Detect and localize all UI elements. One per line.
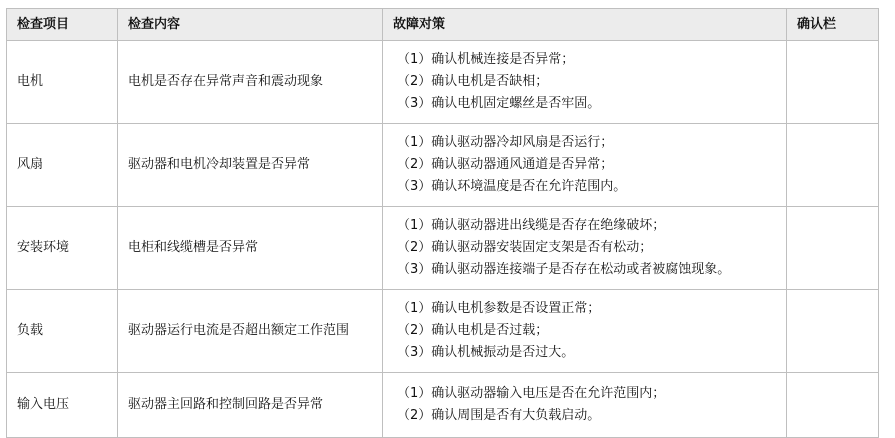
header-fault-countermeasure: 故障对策 (383, 9, 787, 41)
countermeasure-cell (383, 124, 787, 207)
check-item-cell: 安装环境 (7, 207, 118, 290)
countermeasure-step: （2）确认驱动器通风通道是否异常； (397, 157, 614, 172)
countermeasure-step: （1）确认驱动器冷却风扇是否运行； (397, 135, 614, 150)
check-content-cell: 驱动器运行电流是否超出额定工作范围 (118, 290, 383, 373)
countermeasure-step: （2）确认电机是否缺相； (397, 74, 549, 89)
countermeasure-step: （1）确认驱动器进出线缆是否存在绝缘破坏； (397, 218, 666, 233)
header-check-item: 检查项目 (7, 9, 118, 41)
check-item-cell: 电机 (7, 41, 118, 124)
table-row (7, 41, 879, 124)
countermeasure-step: （1）确认驱动器输入电压是否在允许范围内； (397, 386, 666, 401)
countermeasure-step: （3）确认环境温度是否在允许范围内。 (397, 179, 627, 194)
confirm-cell[interactable] (787, 207, 879, 290)
countermeasure-step: （3）确认驱动器连接端子是否存在松动或者被腐蚀现象。 (397, 262, 731, 277)
confirm-cell[interactable] (787, 290, 879, 373)
inspection-table (6, 8, 879, 438)
countermeasure-step: （2）确认电机是否过载； (397, 323, 549, 338)
confirm-cell[interactable] (787, 373, 879, 438)
check-content-cell: 电机是否存在异常声音和震动现象 (118, 41, 383, 124)
check-item-cell: 输入电压 (7, 373, 118, 438)
countermeasure-cell (383, 207, 787, 290)
check-content-cell: 驱动器主回路和控制回路是否异常 (118, 373, 383, 438)
inspection-table-container (6, 8, 878, 438)
countermeasure-step: （2）确认驱动器安装固定支架是否有松动； (397, 240, 653, 255)
countermeasure-step: （1）确认电机参数是否设置正常； (397, 301, 601, 316)
countermeasure-cell (383, 290, 787, 373)
countermeasure-cell (383, 41, 787, 124)
confirm-cell[interactable] (787, 41, 879, 124)
table-row (7, 124, 879, 207)
table-row (7, 290, 879, 373)
confirm-cell[interactable] (787, 124, 879, 207)
countermeasure-step: （2）确认周围是否有大负载启动。 (397, 408, 601, 423)
check-content-cell: 电柜和线缆槽是否异常 (118, 207, 383, 290)
table-header-row (7, 9, 879, 41)
check-item-cell: 负载 (7, 290, 118, 373)
header-check-content: 检查内容 (118, 9, 383, 41)
countermeasure-step: （1）确认机械连接是否异常； (397, 52, 575, 67)
table-row (7, 373, 879, 438)
table-row (7, 207, 879, 290)
countermeasure-cell (383, 373, 787, 438)
header-confirm-column: 确认栏 (787, 9, 879, 41)
check-item-cell: 风扇 (7, 124, 118, 207)
countermeasure-step: （3）确认电机固定螺丝是否牢固。 (397, 96, 601, 111)
check-content-cell: 驱动器和电机冷却装置是否异常 (118, 124, 383, 207)
countermeasure-step: （3）确认机械振动是否过大。 (397, 345, 575, 360)
